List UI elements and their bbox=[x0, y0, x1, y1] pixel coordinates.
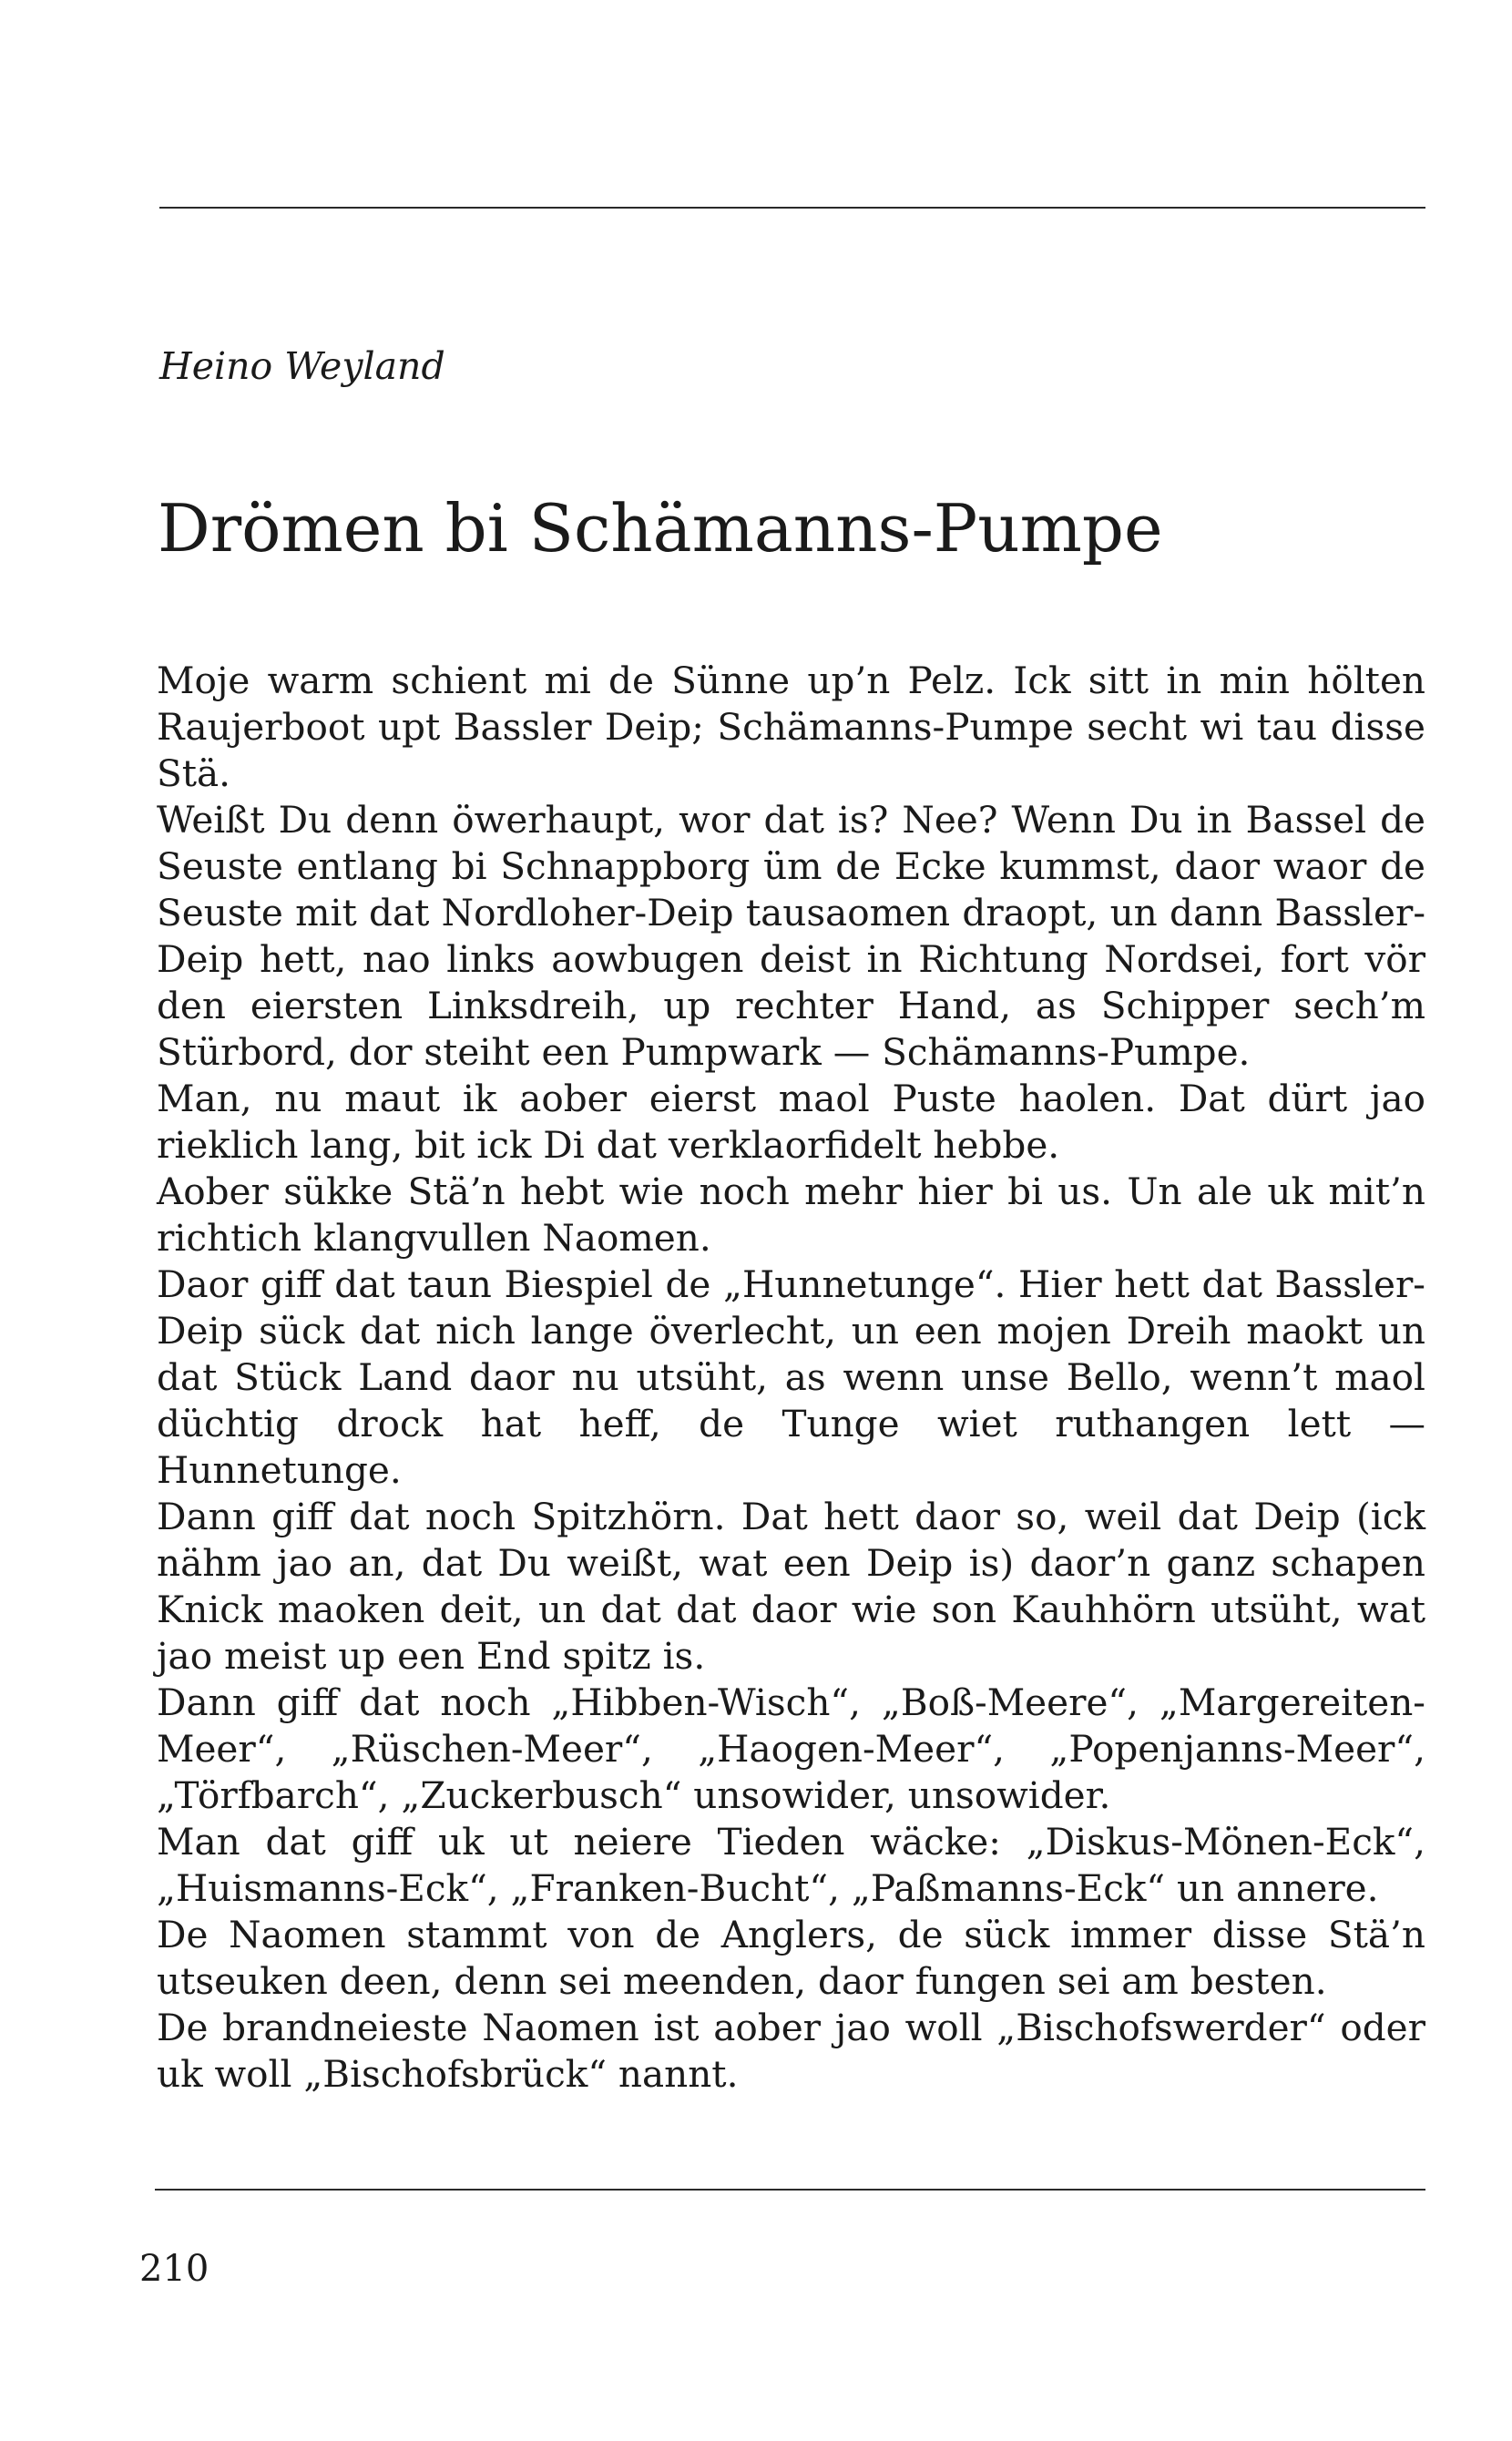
paragraph: Daor giff dat taun Biespiel de „Hunnetunge“. Hier hett dat Bassler-Deip sück dat nich lange överlecht, un een mojen Dreih maokt un dat Stück Land daor nu utsüht, as wenn unse Bello, wenn’t maol düchtig drock hat heff, de Tunge wiet ruthangen lett — Hunnetunge. bbox=[157, 1262, 1425, 1492]
paragraph: De Naomen stammt von de Anglers, de sück immer disse Stä’n utseuken deen, denn sei meenden, daor fungen sei am besten. bbox=[157, 1913, 1425, 2003]
author-name: Heino Weyland bbox=[159, 344, 445, 388]
paragraph: Man, nu maut ik aober eierst maol Puste haolen. Dat dürt jao rieklich lang, bit ick Di dat verklaorfidelt hebbe. bbox=[157, 1077, 1425, 1167]
paragraph: De brandneieste Naomen ist aober jao woll „Bischofswerder“ oder uk woll „Bischofsbrück“ nannt. bbox=[157, 2006, 1425, 2096]
paragraph: Weißt Du denn öwerhaupt, wor dat is? Nee? Wenn Du in Bassel de Seuste entlang bi Schnappborg üm de Ecke kummst, daor waor de Seuste mit dat Nordloher-Deip tausaomen draopt, un dann Bassler-Deip hett, nao links aowbugen deist in Richtung Nordsei, fort vör den eiersten Linksdreih, up rechter Hand, as Schipper sech’m Stürbord, dor steiht een Pumpwark — Schämanns-Pumpe. bbox=[157, 798, 1425, 1074]
paragraph: Aober sükke Stä’n hebt wie noch mehr hier bi us. Un ale uk mit’n richtich klangvullen Naomen. bbox=[157, 1169, 1425, 1260]
top-rule bbox=[159, 207, 1425, 209]
paragraph: Moje warm schient mi de Sünne up’n Pelz. Ick sitt in min hölten Raujerboot upt Bassler Deip; Schämanns-Pumpe secht wi tau disse Stä. bbox=[157, 659, 1425, 795]
paragraph: Dann giff dat noch Spitzhörn. Dat hett daor so, weil dat Deip (ick nähm jao an, dat Du weißt, wat een Deip is) daor’n ganz schapen Knick maoken deit, un dat dat daor wie son Kauhhörn utsüht, wat jao meist up een End spitz is. bbox=[157, 1495, 1425, 1678]
paragraph: Man dat giff uk ut neiere Tieden wäcke: „Diskus-Mönen-Eck“, „Huismanns-Eck“, „Franken-Bucht“, „Paßmanns-Eck“ un annere. bbox=[157, 1820, 1425, 1910]
page-number: 210 bbox=[139, 2248, 209, 2290]
bottom-rule bbox=[155, 2189, 1425, 2191]
article-title: Drömen bi Schämanns-Pumpe bbox=[158, 490, 1163, 567]
article-body bbox=[157, 658, 1425, 2098]
paragraph: Dann giff dat noch „Hibben-Wisch“, „Boß-Meere“, „Margereiten-Meer“, „Rüschen-Meer“, „Haogen-Meer“, „Popenjanns-Meer“, „Törfbarch“, „Zuckerbusch“ unsowider, unsowider. bbox=[157, 1680, 1425, 1817]
